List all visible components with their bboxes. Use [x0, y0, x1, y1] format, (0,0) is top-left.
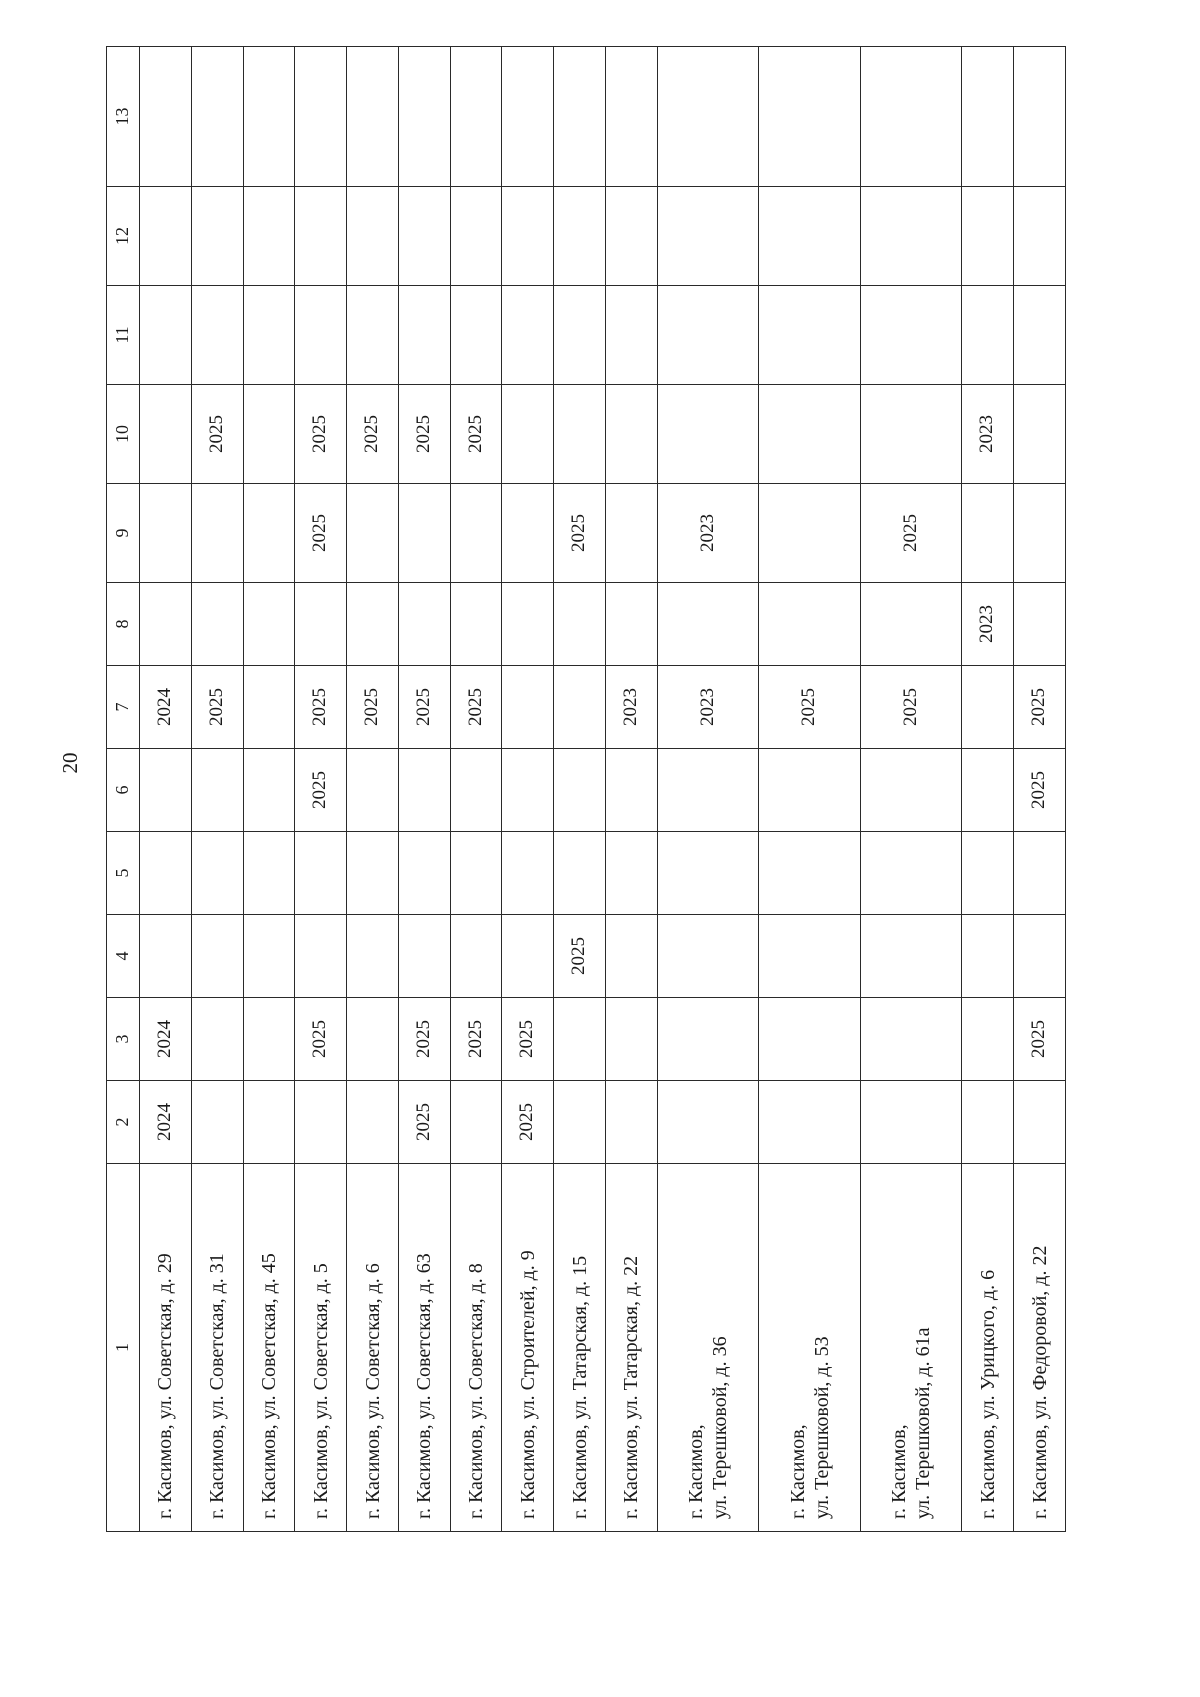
- address-cell: [191, 1164, 243, 1532]
- year-cell-col-9: 2023: [657, 484, 759, 583]
- year-cell-col-7: 2025: [450, 666, 502, 749]
- year-cell-col-7: [243, 666, 295, 749]
- year-cell-col-12: [554, 187, 606, 286]
- address-line: г. Касимов,: [888, 1424, 911, 1519]
- year-cell-col-9: [398, 484, 450, 583]
- address-cell: [606, 1164, 658, 1532]
- address-line: г. Касимов, ул. Советская, д. 29: [154, 1253, 177, 1519]
- table-row: [140, 47, 192, 1532]
- address-line: ул. Терешковой, д. 53: [810, 1336, 833, 1519]
- year-cell-col-6: [450, 749, 502, 832]
- schedule-table-container: [106, 47, 1066, 1532]
- address-line: г. Касимов, ул. Татарская, д. 15: [568, 1255, 591, 1519]
- year-cell-col-4: [657, 915, 759, 998]
- year-cell-col-3: [191, 998, 243, 1081]
- year-cell-col-2: [554, 1081, 606, 1164]
- table-header-row: [107, 47, 140, 1532]
- year-cell-col-3: 2025: [502, 998, 554, 1081]
- year-cell-col-6: [191, 749, 243, 832]
- year-cell-col-11: [191, 286, 243, 385]
- year-cell-col-7: 2025: [759, 666, 861, 749]
- address-cell: [554, 1164, 606, 1532]
- year-cell-col-11: [860, 286, 962, 385]
- year-cell-col-12: [191, 187, 243, 286]
- year-cell-col-7: 2023: [606, 666, 658, 749]
- year-cell-col-12: [295, 187, 347, 286]
- year-cell-col-11: [657, 286, 759, 385]
- year-cell-col-10: [140, 385, 192, 484]
- year-cell-col-13: [554, 47, 606, 187]
- year-cell-col-3: [243, 998, 295, 1081]
- address-line: г. Касимов, ул. Советская, д. 8: [465, 1263, 488, 1519]
- column-header-8: 8: [107, 583, 140, 666]
- year-cell-col-10: [657, 385, 759, 484]
- year-cell-col-2: 2024: [140, 1081, 192, 1164]
- year-cell-col-6: [759, 749, 861, 832]
- year-cell-col-5: [191, 832, 243, 915]
- year-cell-col-5: [140, 832, 192, 915]
- year-cell-col-9: [243, 484, 295, 583]
- year-cell-col-7: 2024: [140, 666, 192, 749]
- address-line: г. Касимов, ул. Урицкого, д. 6: [976, 1269, 999, 1519]
- year-cell-col-8: [554, 583, 606, 666]
- column-header-9: 9: [107, 484, 140, 583]
- year-cell-col-11: [1014, 286, 1066, 385]
- table-row: [554, 47, 606, 1532]
- year-cell-col-3: [606, 998, 658, 1081]
- year-cell-col-7: 2025: [347, 666, 399, 749]
- year-cell-col-9: 2025: [554, 484, 606, 583]
- year-cell-col-2: [860, 1081, 962, 1164]
- year-cell-col-8: [347, 583, 399, 666]
- year-cell-col-13: [1014, 47, 1066, 187]
- year-cell-col-9: [759, 484, 861, 583]
- year-cell-col-3: 2025: [450, 998, 502, 1081]
- year-cell-col-12: [962, 187, 1014, 286]
- year-cell-col-6: [657, 749, 759, 832]
- column-header-4: 4: [107, 915, 140, 998]
- year-cell-col-9: [502, 484, 554, 583]
- year-cell-col-4: [347, 915, 399, 998]
- year-cell-col-7: 2023: [657, 666, 759, 749]
- year-cell-col-12: [606, 187, 658, 286]
- year-cell-col-11: [502, 286, 554, 385]
- year-cell-col-4: [243, 915, 295, 998]
- year-cell-col-4: [502, 915, 554, 998]
- year-cell-col-7: [502, 666, 554, 749]
- year-cell-col-3: 2025: [295, 998, 347, 1081]
- column-header-6: 6: [107, 749, 140, 832]
- column-header-7: 7: [107, 666, 140, 749]
- year-cell-col-10: 2025: [450, 385, 502, 484]
- year-cell-col-5: [606, 832, 658, 915]
- column-header-3: 3: [107, 998, 140, 1081]
- column-header-12: 12: [107, 187, 140, 286]
- year-cell-col-7: 2025: [1014, 666, 1066, 749]
- address-line: г. Касимов, ул. Советская, д. 6: [361, 1263, 384, 1519]
- year-cell-col-5: [657, 832, 759, 915]
- address-line: г. Касимов, ул. Советская, д. 31: [206, 1253, 229, 1519]
- year-cell-col-9: [347, 484, 399, 583]
- year-cell-col-4: 2025: [554, 915, 606, 998]
- year-cell-col-4: [962, 915, 1014, 998]
- year-cell-col-13: [860, 47, 962, 187]
- year-cell-col-2: [450, 1081, 502, 1164]
- year-cell-col-7: 2025: [191, 666, 243, 749]
- year-cell-col-9: [962, 484, 1014, 583]
- year-cell-col-9: [140, 484, 192, 583]
- column-header-10: 10: [107, 385, 140, 484]
- year-cell-col-11: [606, 286, 658, 385]
- year-cell-col-10: 2025: [295, 385, 347, 484]
- year-cell-col-11: [140, 286, 192, 385]
- year-cell-col-10: [860, 385, 962, 484]
- year-cell-col-3: 2025: [398, 998, 450, 1081]
- table-row: [398, 47, 450, 1532]
- year-cell-col-5: [962, 832, 1014, 915]
- year-cell-col-5: [502, 832, 554, 915]
- year-cell-col-5: [450, 832, 502, 915]
- year-cell-col-13: [759, 47, 861, 187]
- year-cell-col-10: 2025: [191, 385, 243, 484]
- year-cell-col-8: [243, 583, 295, 666]
- year-cell-col-6: [347, 749, 399, 832]
- year-cell-col-4: [450, 915, 502, 998]
- year-cell-col-7: 2025: [295, 666, 347, 749]
- year-cell-col-5: [243, 832, 295, 915]
- year-cell-col-12: [398, 187, 450, 286]
- year-cell-col-4: [191, 915, 243, 998]
- year-cell-col-10: [554, 385, 606, 484]
- year-cell-col-12: [347, 187, 399, 286]
- year-cell-col-2: [606, 1081, 658, 1164]
- address-cell: [243, 1164, 295, 1532]
- year-cell-col-8: [606, 583, 658, 666]
- year-cell-col-10: [243, 385, 295, 484]
- year-cell-col-9: [450, 484, 502, 583]
- year-cell-col-13: [606, 47, 658, 187]
- year-cell-col-11: [554, 286, 606, 385]
- table-row: [860, 47, 962, 1532]
- table-body: [140, 47, 1066, 1532]
- year-cell-col-10: 2025: [398, 385, 450, 484]
- year-cell-col-13: [140, 47, 192, 187]
- table-row: [347, 47, 399, 1532]
- year-cell-col-6: [860, 749, 962, 832]
- address-cell: [860, 1164, 962, 1532]
- address-line: г. Касимов,: [786, 1424, 809, 1519]
- year-cell-col-11: [759, 286, 861, 385]
- year-cell-col-8: [295, 583, 347, 666]
- year-cell-col-11: [962, 286, 1014, 385]
- address-line: г. Касимов, ул. Советская, д. 5: [309, 1263, 332, 1519]
- year-cell-col-13: [962, 47, 1014, 187]
- year-cell-col-11: [450, 286, 502, 385]
- year-cell-col-3: [860, 998, 962, 1081]
- table-row: [962, 47, 1014, 1532]
- address-cell: [1014, 1164, 1066, 1532]
- year-cell-col-4: [140, 915, 192, 998]
- year-cell-col-4: [606, 915, 658, 998]
- year-cell-col-10: [502, 385, 554, 484]
- address-line: г. Касимов, ул. Советская, д. 45: [257, 1253, 280, 1519]
- year-cell-col-9: [1014, 484, 1066, 583]
- address-cell: [502, 1164, 554, 1532]
- year-cell-col-5: [1014, 832, 1066, 915]
- year-cell-col-12: [450, 187, 502, 286]
- column-header-13: 13: [107, 47, 140, 187]
- year-cell-col-12: [657, 187, 759, 286]
- year-cell-col-12: [759, 187, 861, 286]
- year-cell-col-11: [295, 286, 347, 385]
- year-cell-col-13: [191, 47, 243, 187]
- table-row: [502, 47, 554, 1532]
- year-cell-col-12: [860, 187, 962, 286]
- year-cell-col-5: [860, 832, 962, 915]
- year-cell-col-3: [962, 998, 1014, 1081]
- year-cell-col-5: [398, 832, 450, 915]
- address-line: ул. Терешковой, д. 36: [709, 1336, 732, 1519]
- address-line: ул. Терешковой, д. 61а: [912, 1327, 935, 1519]
- year-cell-col-12: [243, 187, 295, 286]
- year-cell-col-3: [657, 998, 759, 1081]
- year-cell-col-2: [295, 1081, 347, 1164]
- address-line: г. Касимов, ул. Строителей, д. 9: [516, 1250, 539, 1519]
- year-cell-col-4: [860, 915, 962, 998]
- year-cell-col-8: [860, 583, 962, 666]
- year-cell-col-9: [191, 484, 243, 583]
- year-cell-col-8: [657, 583, 759, 666]
- year-cell-col-8: [502, 583, 554, 666]
- address-cell: [295, 1164, 347, 1532]
- year-cell-col-5: [554, 832, 606, 915]
- year-cell-col-10: [759, 385, 861, 484]
- address-cell: [759, 1164, 861, 1532]
- table-row: [606, 47, 658, 1532]
- year-cell-col-10: [1014, 385, 1066, 484]
- address-cell: [347, 1164, 399, 1532]
- year-cell-col-10: 2025: [347, 385, 399, 484]
- address-cell: [398, 1164, 450, 1532]
- column-header-2: 2: [107, 1081, 140, 1164]
- year-cell-col-11: [243, 286, 295, 385]
- year-cell-col-6: 2025: [1014, 749, 1066, 832]
- year-cell-col-8: [450, 583, 502, 666]
- year-cell-col-3: 2025: [1014, 998, 1066, 1081]
- address-cell: [450, 1164, 502, 1532]
- year-cell-col-2: [191, 1081, 243, 1164]
- year-cell-col-6: 2025: [295, 749, 347, 832]
- year-cell-col-9: 2025: [295, 484, 347, 583]
- year-cell-col-3: 2024: [140, 998, 192, 1081]
- table-row: [243, 47, 295, 1532]
- table-row: [1014, 47, 1066, 1532]
- year-cell-col-11: [347, 286, 399, 385]
- year-cell-col-4: [1014, 915, 1066, 998]
- year-cell-col-2: [657, 1081, 759, 1164]
- year-cell-col-13: [347, 47, 399, 187]
- year-cell-col-8: [1014, 583, 1066, 666]
- year-cell-col-2: [759, 1081, 861, 1164]
- year-cell-col-2: [243, 1081, 295, 1164]
- table-row: [191, 47, 243, 1532]
- year-cell-col-2: 2025: [398, 1081, 450, 1164]
- address-line: г. Касимов, ул. Советская, д. 63: [413, 1253, 436, 1519]
- address-cell: [657, 1164, 759, 1532]
- year-cell-col-3: [759, 998, 861, 1081]
- year-cell-col-2: [1014, 1081, 1066, 1164]
- year-cell-col-7: 2025: [860, 666, 962, 749]
- year-cell-col-13: [502, 47, 554, 187]
- year-cell-col-4: [295, 915, 347, 998]
- year-cell-col-6: [606, 749, 658, 832]
- year-cell-col-7: [554, 666, 606, 749]
- address-cell: [140, 1164, 192, 1532]
- address-line: г. Касимов,: [685, 1424, 708, 1519]
- year-cell-col-6: [554, 749, 606, 832]
- year-cell-col-2: [347, 1081, 399, 1164]
- year-cell-col-8: [140, 583, 192, 666]
- year-cell-col-6: [398, 749, 450, 832]
- year-cell-col-13: [295, 47, 347, 187]
- year-cell-col-4: [759, 915, 861, 998]
- year-cell-col-5: [347, 832, 399, 915]
- year-cell-col-13: [657, 47, 759, 187]
- year-cell-col-2: 2025: [502, 1081, 554, 1164]
- year-cell-col-8: [759, 583, 861, 666]
- column-header-1: 1: [107, 1164, 140, 1532]
- address-cell: [962, 1164, 1014, 1532]
- year-cell-col-12: [140, 187, 192, 286]
- year-cell-col-9: 2025: [860, 484, 962, 583]
- year-cell-col-6: [243, 749, 295, 832]
- year-cell-col-11: [398, 286, 450, 385]
- address-line: г. Касимов, ул. Федоровой, д. 22: [1028, 1245, 1051, 1519]
- year-cell-col-4: [398, 915, 450, 998]
- year-cell-col-8: [191, 583, 243, 666]
- year-cell-col-6: [502, 749, 554, 832]
- year-cell-col-8: [398, 583, 450, 666]
- year-cell-col-13: [398, 47, 450, 187]
- year-cell-col-5: [295, 832, 347, 915]
- table-row: [450, 47, 502, 1532]
- column-header-11: 11: [107, 286, 140, 385]
- year-cell-col-6: [962, 749, 1014, 832]
- year-cell-col-13: [450, 47, 502, 187]
- table-row: [759, 47, 861, 1532]
- year-cell-col-5: [759, 832, 861, 915]
- year-cell-col-12: [1014, 187, 1066, 286]
- year-cell-col-7: 2025: [398, 666, 450, 749]
- year-cell-col-12: [502, 187, 554, 286]
- page-number: 20: [57, 752, 82, 774]
- year-cell-col-10: [606, 385, 658, 484]
- year-cell-col-9: [606, 484, 658, 583]
- schedule-table: [106, 46, 1066, 1532]
- year-cell-col-7: [962, 666, 1014, 749]
- year-cell-col-10: 2023: [962, 385, 1014, 484]
- year-cell-col-8: 2023: [962, 583, 1014, 666]
- address-line: г. Касимов, ул. Татарская, д. 22: [620, 1255, 643, 1519]
- year-cell-col-6: [140, 749, 192, 832]
- table-row: [657, 47, 759, 1532]
- year-cell-col-3: [554, 998, 606, 1081]
- table-row: [295, 47, 347, 1532]
- year-cell-col-2: [962, 1081, 1014, 1164]
- column-header-5: 5: [107, 832, 140, 915]
- year-cell-col-3: [347, 998, 399, 1081]
- year-cell-col-13: [243, 47, 295, 187]
